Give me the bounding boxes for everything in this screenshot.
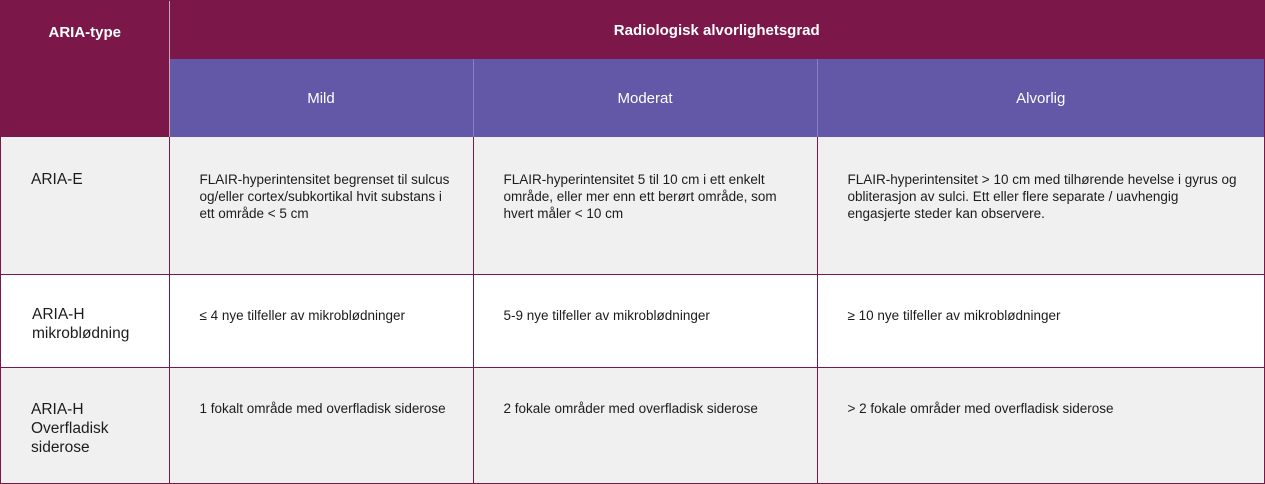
header-level-alvorlig: Alvorlig: [817, 59, 1264, 137]
table-row: [1, 367, 1264, 483]
header-aria-type: ARIA-type: [1, 1, 169, 137]
header-severity: Radiologisk alvorlighetsgrad: [169, 1, 1264, 59]
header-level-mild: Mild: [169, 59, 473, 137]
cell-aria-h-mikro-alvorlig: ≥ 10 nye tilfeller av mikroblødninger: [817, 274, 1264, 367]
cell-aria-e-mild: FLAIR-hyperintensitet begrenset til sulcus og/eller cortex/subkortikal hvit substans i ett område < 5 cm: [169, 137, 473, 274]
table-row: [1, 137, 1264, 274]
header-level-moderat: Moderat: [473, 59, 817, 137]
row-label-aria-e: ARIA-E: [1, 137, 169, 274]
cell-aria-h-siderose-alvorlig: > 2 fokale områder med overfladisk siderose: [817, 367, 1264, 483]
row-label-aria-h-siderose: ARIA-H Overfladisk siderose: [1, 367, 169, 483]
row-label-aria-h-mikroblodning: ARIA-H mikroblødning: [1, 274, 169, 367]
cell-aria-h-mikro-mild: ≤ 4 nye tilfeller av mikroblødninger: [169, 274, 473, 367]
aria-severity-table: [1, 1, 1264, 483]
cell-aria-h-siderose-moderat: 2 fokale områder med overfladisk siderose: [473, 367, 817, 483]
cell-aria-h-mikro-moderat: 5-9 nye tilfeller av mikroblødninger: [473, 274, 817, 367]
table-row: [1, 274, 1264, 367]
cell-aria-h-siderose-mild: 1 fokalt område med overfladisk siderose: [169, 367, 473, 483]
cell-aria-e-moderat: FLAIR-hyperintensitet 5 til 10 cm i ett enkelt område, eller mer enn ett berørt område, som hvert måler < 10 cm: [473, 137, 817, 274]
cell-aria-e-alvorlig: FLAIR-hyperintensitet > 10 cm med tilhørende hevelse i gyrus og obliterasjon av sulci. Ett eller flere separate / uavhengig engasjerte steder kan observere.: [817, 137, 1264, 274]
